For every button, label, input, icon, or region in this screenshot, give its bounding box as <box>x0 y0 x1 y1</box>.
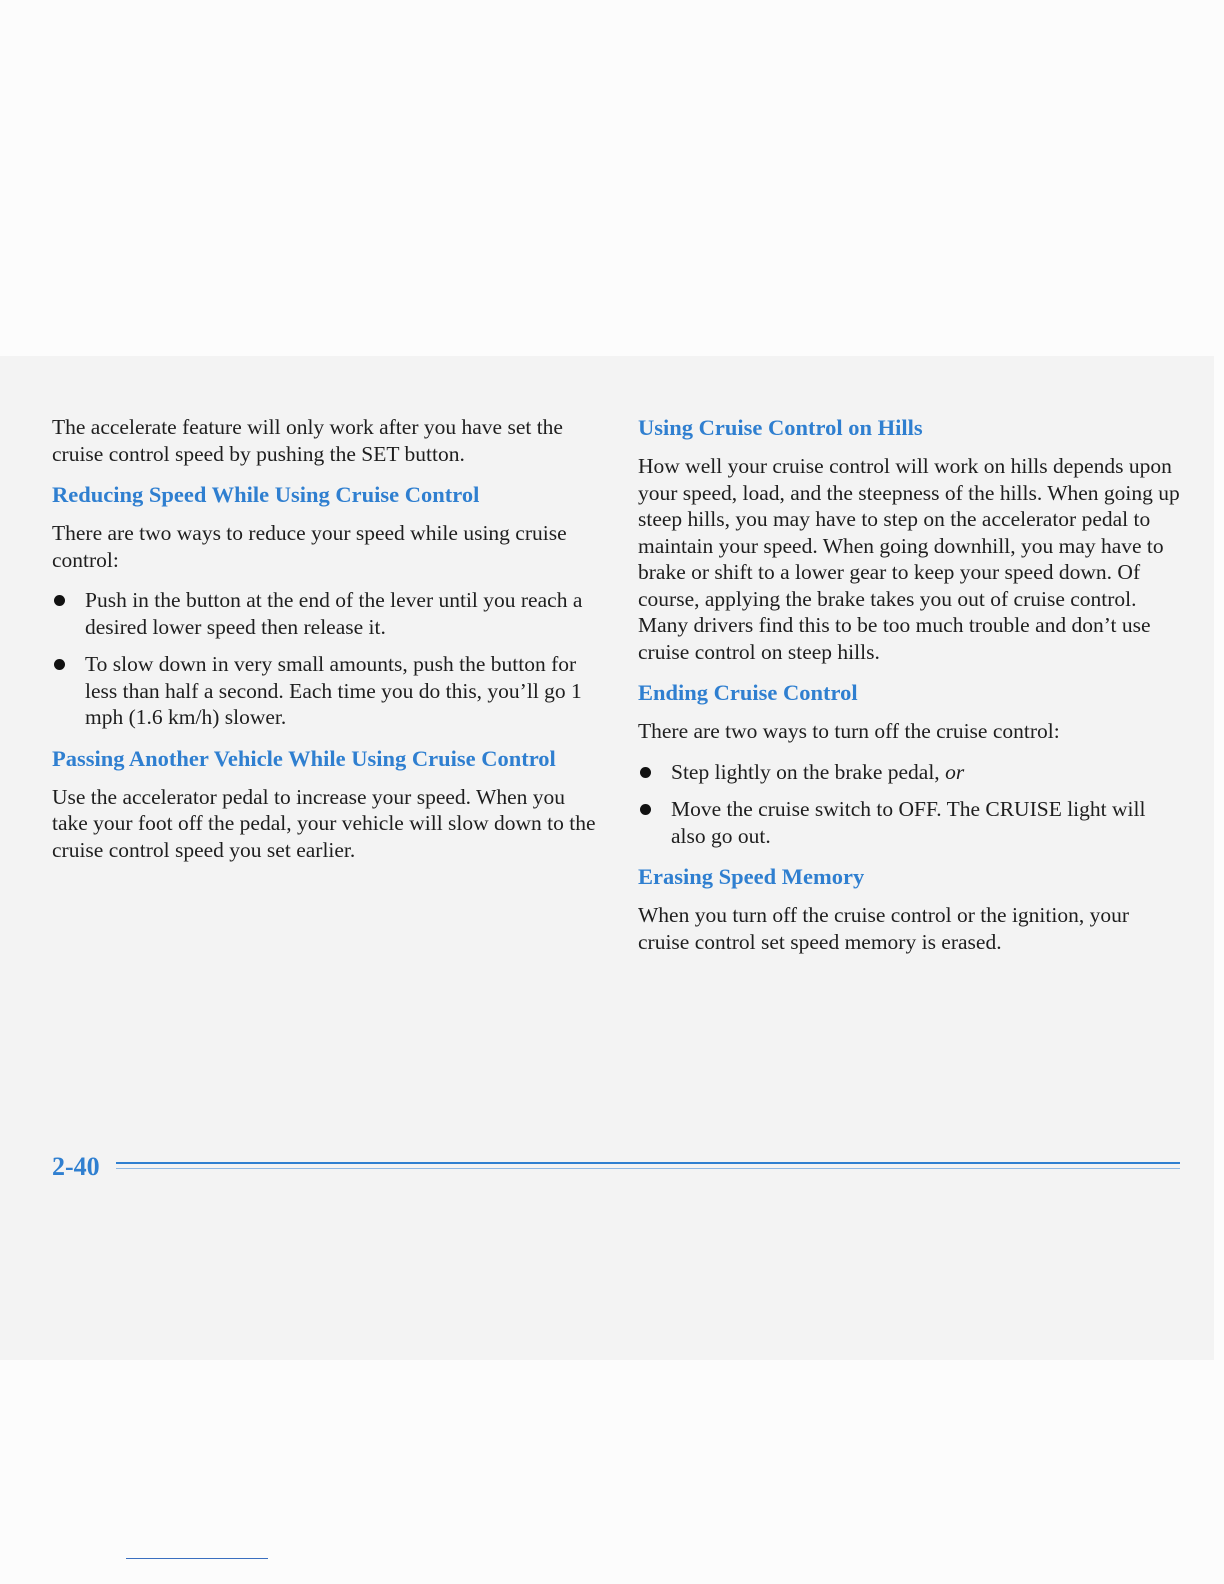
ending-list <box>638 759 1183 850</box>
section-heading-hills: Using Cruise Control on Hills <box>638 415 923 440</box>
right-column <box>638 414 1183 969</box>
bottom-divider <box>126 1558 268 1559</box>
section-heading-passing: Passing Another Vehicle While Using Cruise Control <box>52 745 556 771</box>
list-item <box>638 759 1183 786</box>
section-heading-reducing-speed: Reducing Speed While Using Cruise Control <box>52 482 480 507</box>
footer-rule-thin <box>116 1168 1180 1169</box>
intro-paragraph: The accelerate feature will only work after you have set the cruise control speed by pushing the SET button. <box>52 415 563 466</box>
bullet-icon <box>640 804 651 815</box>
reducing-speed-paragraph: There are two ways to reduce your speed while using cruise control: <box>52 521 567 572</box>
bullet-icon <box>54 595 65 606</box>
bullet-icon <box>54 659 65 670</box>
page-number: 2-40 <box>52 1152 100 1181</box>
section-heading-ending: Ending Cruise Control <box>638 680 858 705</box>
list-item <box>638 796 1183 849</box>
section-heading-erasing: Erasing Speed Memory <box>638 864 865 889</box>
list-item-text: Step lightly on the brake pedal, <box>671 759 940 784</box>
reducing-speed-list <box>52 587 597 731</box>
list-item-text: Move the cruise switch to OFF. The CRUISE light will also go out. <box>671 797 1146 848</box>
erasing-paragraph: When you turn off the cruise control or the ignition, your cruise control set speed memory is erased. <box>638 903 1130 954</box>
list-item <box>52 587 597 640</box>
ending-paragraph: There are two ways to turn off the cruise control: <box>638 719 1060 743</box>
footer-rule <box>116 1162 1180 1164</box>
list-item-text: Push in the button at the end of the lever until you reach a desired lower speed then release it. <box>85 588 583 639</box>
list-item-text: To slow down in very small amounts, push the button for less than half a second. Each time you do this, you’ll go 1 mph (1.6 km/h) slower. <box>85 652 582 729</box>
passing-paragraph: Use the accelerator pedal to increase your speed. When you take your foot off the pedal, your vehicle will slow down to the cruise control speed you set earlier. <box>52 784 596 862</box>
list-item-or: or <box>945 759 965 784</box>
list-item <box>52 651 597 731</box>
bullet-icon <box>640 767 651 778</box>
left-column <box>52 414 597 877</box>
hills-paragraph: How well your cruise control will work on hills depends upon your speed, load, and the steepness of the hills. When going up steep hills, you may have to step on the accelerator pedal to maintain your speed. When going downhill, you may have to brake or shift to a lower gear to keep your speed down. Of course, applying the brake takes you out of cruise control. Many drivers find this to be too much trouble and don’t use cruise control on steep hills. <box>638 454 1180 664</box>
